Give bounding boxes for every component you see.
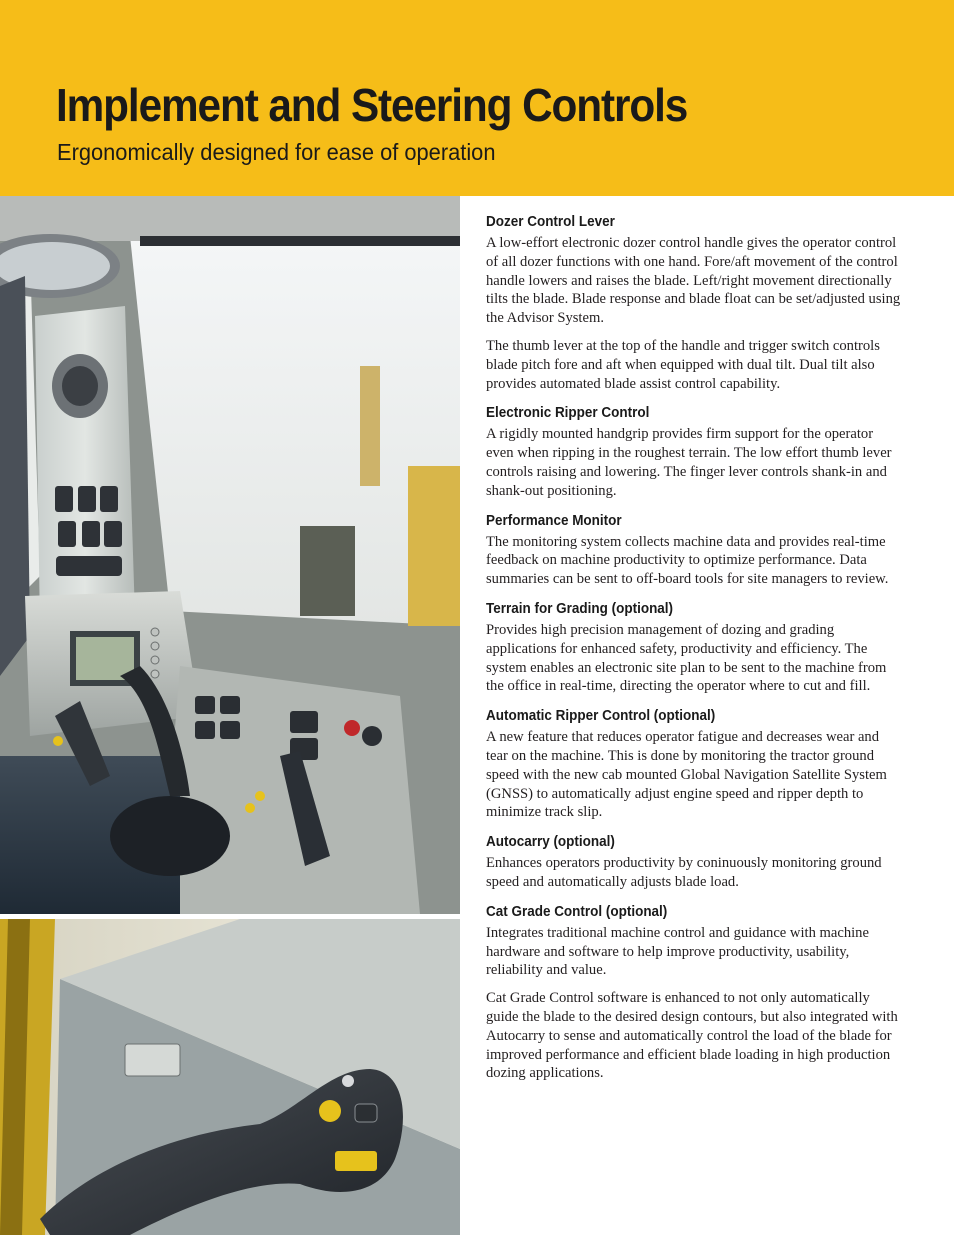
section: [486, 405, 901, 500]
section-paragraph: A rigidly mounted handgrip provides firm support for the operator even when ripping in the roughest terrain. The low effort thumb lever controls raising and lowering. The finger lever controls shank-in and shank-out positioning.: [486, 426, 892, 499]
section-heading: Dozer Control Lever: [486, 214, 615, 230]
section: [486, 904, 901, 1083]
page-subtitle: Ergonomically designed for ease of operation: [57, 139, 496, 165]
section-heading: Electronic Ripper Control: [486, 405, 650, 422]
section: [486, 601, 901, 696]
section: [486, 708, 901, 822]
section-paragraph: Provides high precision management of dozing and grading applications for enhanced safety, productivity and efficiency. The system enables an electronic site plan to be sent to the machine from the office in real-time, directing the operator where to cut and fill.: [486, 621, 887, 695]
header-band: [0, 0, 954, 196]
section-paragraph: The monitoring system collects machine data and provides real-time feedback on machine productivity to optimize performance. Data summaries can be sent to off-board tools for site managers to review.: [486, 533, 889, 588]
section-paragraph: Cat Grade Control software is enhanced to not only automatically guide the blade to the desired design contours, but also integrated with Autocarry to sense and automatically control the load of the blade for improved performance and efficient blade loading in high production dozing applications.: [486, 990, 898, 1082]
section-paragraph: A new feature that reduces operator fatigue and decreases wear and tear on the machine. This is done by monitoring the tractor ground speed with the new cab mounted Global Navigation Satellite System (GNSS) to automatically adjust engine speed and ripper depth to minimize track slip.: [486, 729, 887, 821]
section-paragraph: A low-effort electronic dozer control handle gives the operator control of all dozer functions with one hand. Fore/aft movement of the control handle lowers and raises the blade. Left/right movement directionally tilts the blade. Blade response and blade float can be set/adjusted using the Advisor System.: [486, 235, 901, 327]
section-heading: Automatic Ripper Control (optional): [486, 708, 716, 725]
joystick-grip-photo: [0, 919, 460, 1235]
body-text-column: [486, 214, 901, 1095]
section: [486, 214, 901, 393]
page-title: Implement and Steering Controls: [56, 79, 688, 131]
cab-interior-photo: [0, 196, 460, 914]
section-paragraph: Integrates traditional machine control and guidance with machine hardware and software to help improve productivity, usability, reliability and value.: [486, 924, 869, 979]
section-heading: Terrain for Grading (optional): [486, 600, 674, 617]
section-heading: Cat Grade Control (optional): [486, 903, 668, 920]
section-heading: Performance Monitor: [486, 512, 622, 529]
section-paragraph: The thumb lever at the top of the handle and trigger switch controls blade pitch fore and aft when equipped with dual tilt. Dual tilt also provides automated blade assist control capability.: [486, 337, 880, 392]
section-paragraph: Enhances operators productivity by coninuously monitoring ground speed and automatically adjusts blade load.: [486, 855, 882, 890]
section: [486, 834, 901, 892]
section-heading: Autocarry (optional): [486, 834, 615, 851]
section: [486, 513, 901, 589]
